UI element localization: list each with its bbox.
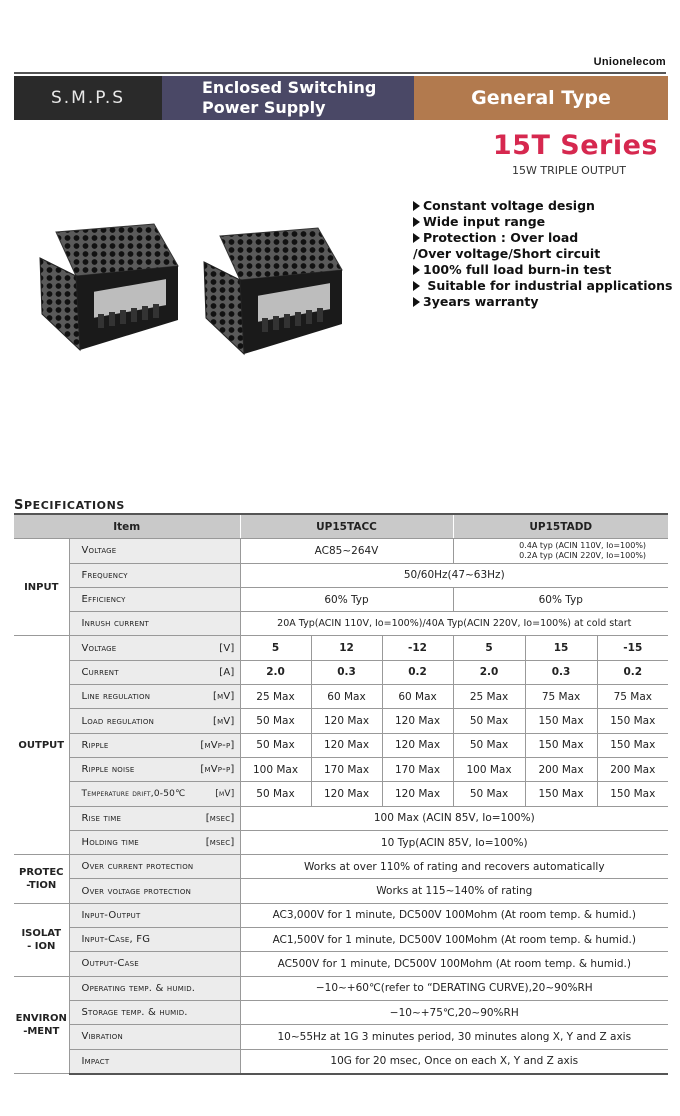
value-cell: 2.0 [453, 660, 525, 684]
feature-item: 3years warranty [413, 294, 672, 310]
triangle-bullet-icon [413, 281, 420, 291]
triangle-bullet-icon [413, 297, 420, 307]
param-label: Output-Case [69, 952, 240, 976]
group-isolation: ISOLAT - ION [14, 903, 69, 976]
value-cell: 170 Max [382, 757, 453, 781]
value-cell: 5 [240, 636, 311, 660]
banner-type: General Type [414, 76, 668, 120]
value-cell: 200 Max [525, 757, 597, 781]
param-label: Impact [69, 1049, 240, 1074]
value-cell: 10G for 20 msec, Once on each X, Y and Z axis [240, 1049, 668, 1074]
banner-product-type-line1: Enclosed Switching [202, 78, 377, 97]
param-label: Line regulation [mV] [69, 685, 240, 709]
table-row [14, 1000, 668, 1024]
param-label: Frequency [69, 563, 240, 587]
value-cell: 60 Max [382, 685, 453, 709]
product-photo-2 [200, 214, 350, 364]
value-cell: 120 Max [382, 782, 453, 806]
param-label: Rise time [msec] [69, 806, 240, 830]
value-cell: 50 Max [240, 782, 311, 806]
value-cell: 100 Max [240, 757, 311, 781]
value-cell: 120 Max [382, 733, 453, 757]
table-row [14, 782, 668, 806]
value-cell: 0.3 [525, 660, 597, 684]
param-label: Operating temp. & humid. [69, 976, 240, 1000]
table-row [14, 879, 668, 903]
value-cell: 150 Max [597, 733, 668, 757]
value-cell: 0.2 [382, 660, 453, 684]
table-row [14, 539, 668, 563]
value-cell: 0.4A typ (ACIN 110V, Io=100%) 0.2A typ (ACIN 220V, Io=100%) [453, 539, 668, 563]
param-label: Ripple [mVp-p] [69, 733, 240, 757]
value-cell: 100 Max [453, 757, 525, 781]
param-label: Input-Case, FG [69, 928, 240, 952]
series-title: 15T Series [492, 130, 658, 161]
value-cell: 60% Typ [240, 587, 453, 611]
specifications-title: SPECIFICATIONS [14, 498, 125, 513]
value-cell: 60% Typ [453, 587, 668, 611]
value-cell: 60 Max [311, 685, 382, 709]
param-label: Load regulation [mV] [69, 709, 240, 733]
param-label: Voltage [69, 539, 240, 563]
value-cell: 50 Max [240, 709, 311, 733]
feature-item: /Over voltage/Short circuit [413, 246, 601, 261]
value-cell: 10 Typ(ACIN 85V, Io=100%) [240, 830, 668, 854]
value-cell: AC85~264V [240, 539, 453, 563]
feature-item: Wide input range [413, 214, 672, 230]
param-label: Ripple noise [mVp-p] [69, 757, 240, 781]
param-label: Holding time [msec] [69, 830, 240, 854]
table-row [14, 636, 668, 660]
value-cell: −10~+75℃,20~90%RH [240, 1000, 668, 1024]
table-row [14, 806, 668, 830]
specifications-table [14, 513, 668, 1075]
table-row [14, 928, 668, 952]
table-row [14, 660, 668, 684]
series-subtitle: 15W TRIPLE OUTPUT [512, 164, 627, 177]
param-label: Efficiency [69, 587, 240, 611]
value-cell: Works at over 110% of rating and recovers automatically [240, 855, 668, 879]
table-row [14, 903, 668, 927]
header-item: Item [14, 514, 240, 539]
value-cell: AC3,000V for 1 minute, DC500V 100Mohm (At room temp. & humid.) [240, 903, 668, 927]
param-label: Input-Output [69, 903, 240, 927]
value-cell: 20A Typ(ACIN 110V, Io=100%)/40A Typ(ACIN 220V, Io=100%) at cold start [240, 612, 668, 636]
triangle-bullet-icon [413, 233, 420, 243]
param-label: Temperature drift,0-50℃ [mV] [69, 782, 240, 806]
table-row [14, 612, 668, 636]
value-cell: 120 Max [311, 782, 382, 806]
table-header-row [14, 514, 668, 539]
value-cell: AC1,500V for 1 minute, DC500V 100Mohm (At room temp. & humid.) [240, 928, 668, 952]
value-cell: 50 Max [453, 733, 525, 757]
value-cell: 120 Max [382, 709, 453, 733]
table-row [14, 563, 668, 587]
value-cell: Works at 115~140% of rating [240, 879, 668, 903]
header-model-1: UP15TACC [240, 514, 453, 539]
brand-name: Unionelecom [593, 56, 666, 68]
value-cell: 2.0 [240, 660, 311, 684]
triangle-bullet-icon [413, 265, 420, 275]
param-label: Inrush current [69, 612, 240, 636]
feature-item: Constant voltage design [413, 198, 672, 214]
value-cell: AC500V for 1 minute, DC500V 100Mohm (At room temp. & humid.) [240, 952, 668, 976]
value-cell: 100 Max (ACIN 85V, Io=100%) [240, 806, 668, 830]
table-row [14, 952, 668, 976]
param-label: Over current protection [69, 855, 240, 879]
value-cell: -15 [597, 636, 668, 660]
banner-category: S.M.P.S [14, 76, 162, 120]
group-environment: ENVIRON -MENT [14, 976, 69, 1074]
value-cell: 50 Max [453, 709, 525, 733]
table-row [14, 587, 668, 611]
param-label: Storage temp. & humid. [69, 1000, 240, 1024]
group-input: INPUT [14, 539, 69, 636]
feature-item: Protection : Over load [413, 230, 672, 246]
value-cell: 15 [525, 636, 597, 660]
param-label: Over voltage protection [69, 879, 240, 903]
group-output: OUTPUT [14, 636, 69, 855]
triangle-bullet-icon [413, 201, 420, 211]
value-cell: 170 Max [311, 757, 382, 781]
table-row [14, 830, 668, 854]
value-cell: 75 Max [597, 685, 668, 709]
table-row [14, 855, 668, 879]
feature-item: 100% full load burn-in test [413, 262, 672, 278]
value-cell: −10~+60℃(refer to “DERATING CURVE),20~90%RH [240, 976, 668, 1000]
value-cell: 120 Max [311, 733, 382, 757]
value-cell: 0.3 [311, 660, 382, 684]
table-row [14, 685, 668, 709]
value-cell: 200 Max [597, 757, 668, 781]
value-cell: 12 [311, 636, 382, 660]
value-cell: 150 Max [525, 782, 597, 806]
value-cell: -12 [382, 636, 453, 660]
header-model-2: UP15TADD [453, 514, 668, 539]
header-divider [14, 72, 666, 74]
value-cell: 120 Max [311, 709, 382, 733]
value-cell: 25 Max [453, 685, 525, 709]
value-cell: 10~55Hz at 1G 3 minutes period, 30 minutes along X, Y and Z axis [240, 1025, 668, 1049]
param-label: Voltage [V] [69, 636, 240, 660]
value-cell: 50/60Hz(47~63Hz) [240, 563, 668, 587]
banner-product-type-line2: Power Supply [202, 98, 326, 117]
param-label: Current [A] [69, 660, 240, 684]
value-cell: 50 Max [240, 733, 311, 757]
param-label: Vibration [69, 1025, 240, 1049]
table-row [14, 1025, 668, 1049]
value-cell: 150 Max [597, 782, 668, 806]
banner-product-type [162, 76, 414, 120]
group-protection: PROTEC -TION [14, 855, 69, 904]
table-row [14, 757, 668, 781]
product-photo-1 [36, 210, 186, 360]
value-cell: 150 Max [597, 709, 668, 733]
triangle-bullet-icon [413, 217, 420, 227]
value-cell: 75 Max [525, 685, 597, 709]
value-cell: 25 Max [240, 685, 311, 709]
value-cell: 0.2 [597, 660, 668, 684]
category-banner [14, 76, 668, 120]
feature-item: Suitable for industrial applications [413, 278, 672, 294]
value-cell: 150 Max [525, 709, 597, 733]
value-cell: 50 Max [453, 782, 525, 806]
table-row [14, 976, 668, 1000]
table-row [14, 709, 668, 733]
value-cell: 5 [453, 636, 525, 660]
table-row [14, 1049, 668, 1074]
table-row [14, 733, 668, 757]
feature-list [413, 198, 672, 310]
value-cell: 150 Max [525, 733, 597, 757]
